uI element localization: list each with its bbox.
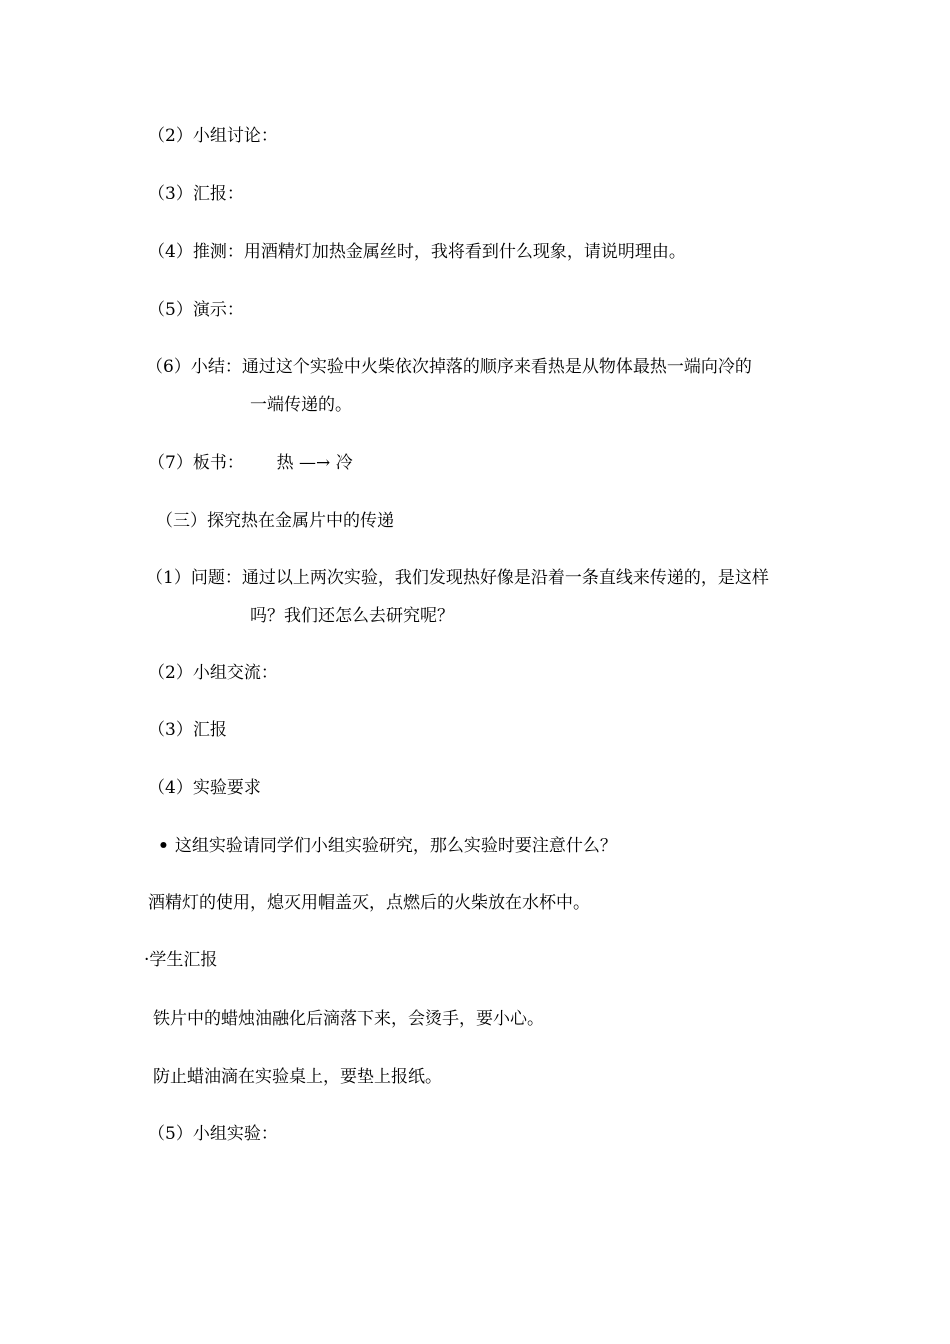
candle-wax-note: 铁片中的蜡烛油融化后滴落下来，会烫手，要小心。 (153, 1009, 544, 1029)
board-writing-label: （7）板书： (148, 453, 244, 473)
bullet-item (158, 835, 617, 857)
question-1-continued: 吗？我们还怎么去研究呢？ (250, 606, 454, 626)
step-5-group-experiment: （5）小组实验： (148, 1124, 278, 1144)
step-3-report-2: （3）汇报 (148, 720, 227, 740)
section-3-heading: （三）探究热在金属片中的传递 (156, 511, 394, 531)
step-7-board-writing (148, 452, 353, 474)
step-4-experiment-requirements: （4）实验要求 (148, 778, 261, 798)
student-report: ·学生汇报 (144, 950, 218, 970)
step-6-summary: （6）小结：通过这个实验中火柴依次掉落的顺序来看热是从物体最热一端向冷的 (146, 357, 752, 377)
step-4-prediction: （4）推测：用酒精灯加热金属丝时，我将看到什么现象，请说明理由。 (148, 242, 686, 262)
step-2-group-exchange: （2）小组交流： (148, 663, 278, 683)
step-3-report: （3）汇报： (148, 184, 244, 204)
step-2-group-discussion: （2）小组讨论： (148, 126, 278, 146)
arrow-right-icon: —→ (299, 453, 331, 473)
question-1: （1）问题：通过以上两次实验，我们发现热好像是沿着一条直线来传递的，是这样 (146, 568, 769, 588)
step-5-demonstration: （5）演示： (148, 300, 244, 320)
step-6-summary-continued: 一端传递的。 (250, 395, 352, 415)
bullet-item-text: 这组实验请同学们小组实验研究，那么实验时要注意什么？ (174, 836, 617, 856)
alcohol-lamp-note: 酒精灯的使用，熄灭用帽盖灭，点燃后的火柴放在水杯中。 (148, 893, 590, 913)
newspaper-note: 防止蜡油滴在实验桌上，要垫上报纸。 (153, 1067, 442, 1087)
hot-label: 热 (276, 453, 294, 473)
cold-label: 冷 (335, 453, 353, 473)
bullet-icon: • (158, 836, 169, 856)
